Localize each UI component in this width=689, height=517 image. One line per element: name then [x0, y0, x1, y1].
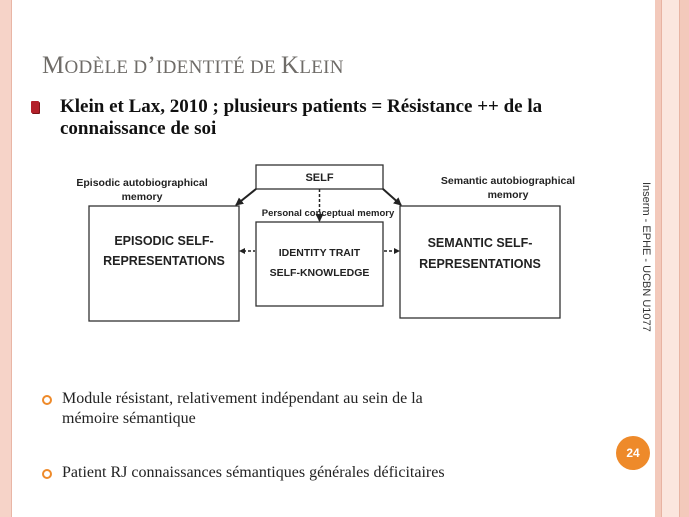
- semantic-box-line-1: SEMANTIC SELF-: [427, 236, 533, 250]
- center-box-line-2: SELF-KNOWLEDGE: [269, 267, 370, 279]
- center-box-line-1: IDENTITY TRAIT: [278, 247, 361, 259]
- list-item-1-line-1: Module résistant, relativement indépendant au sein de la: [62, 390, 423, 407]
- slide-title: MODÈLE D’IDENTITÉ DE KLEIN: [42, 52, 344, 79]
- semantic-header-line-1: Semantic autobiographical: [440, 175, 576, 187]
- arrow-self-to-semantic: [383, 189, 401, 205]
- list-item-1-line-2: mémoire sémantique: [62, 410, 196, 427]
- arrowhead-semantic: [394, 248, 400, 254]
- semantic-box-line-2: REPRESENTATIONS: [419, 257, 541, 271]
- episodic-header-line-2: memory: [121, 191, 163, 203]
- identity-trait-box: [256, 222, 383, 306]
- side-affiliation-label: Inserm - EPHE - UCBN U1077: [640, 182, 652, 332]
- subtitle-line-2: connaissance de soi: [60, 118, 217, 139]
- episodic-box-line-2: REPRESENTATIONS: [103, 254, 225, 268]
- list-bullet-icon: [42, 395, 52, 405]
- list-item-2-line-1: Patient RJ connaissances sémantiques générales déficitaires: [62, 464, 445, 481]
- episodic-header-line-1: Episodic autobiographical: [76, 177, 208, 189]
- episodic-box-line-1: EPISODIC SELF-: [114, 234, 214, 248]
- arrow-self-to-episodic: [236, 189, 256, 205]
- list-item-1: [62, 389, 423, 429]
- self-label: SELF: [305, 172, 334, 184]
- personal-conceptual-label: Personal conceptual memory: [261, 208, 395, 219]
- subtitle-line-1: Klein et Lax, 2010 ; plusieurs patients = Résistance ++ de la: [60, 96, 543, 117]
- semantic-header-line-2: memory: [487, 189, 529, 201]
- page-number-badge: 24: [616, 436, 650, 470]
- list-bullet-icon: [42, 469, 52, 479]
- arrowhead-episodic: [239, 248, 245, 254]
- list-item-2: [62, 463, 445, 483]
